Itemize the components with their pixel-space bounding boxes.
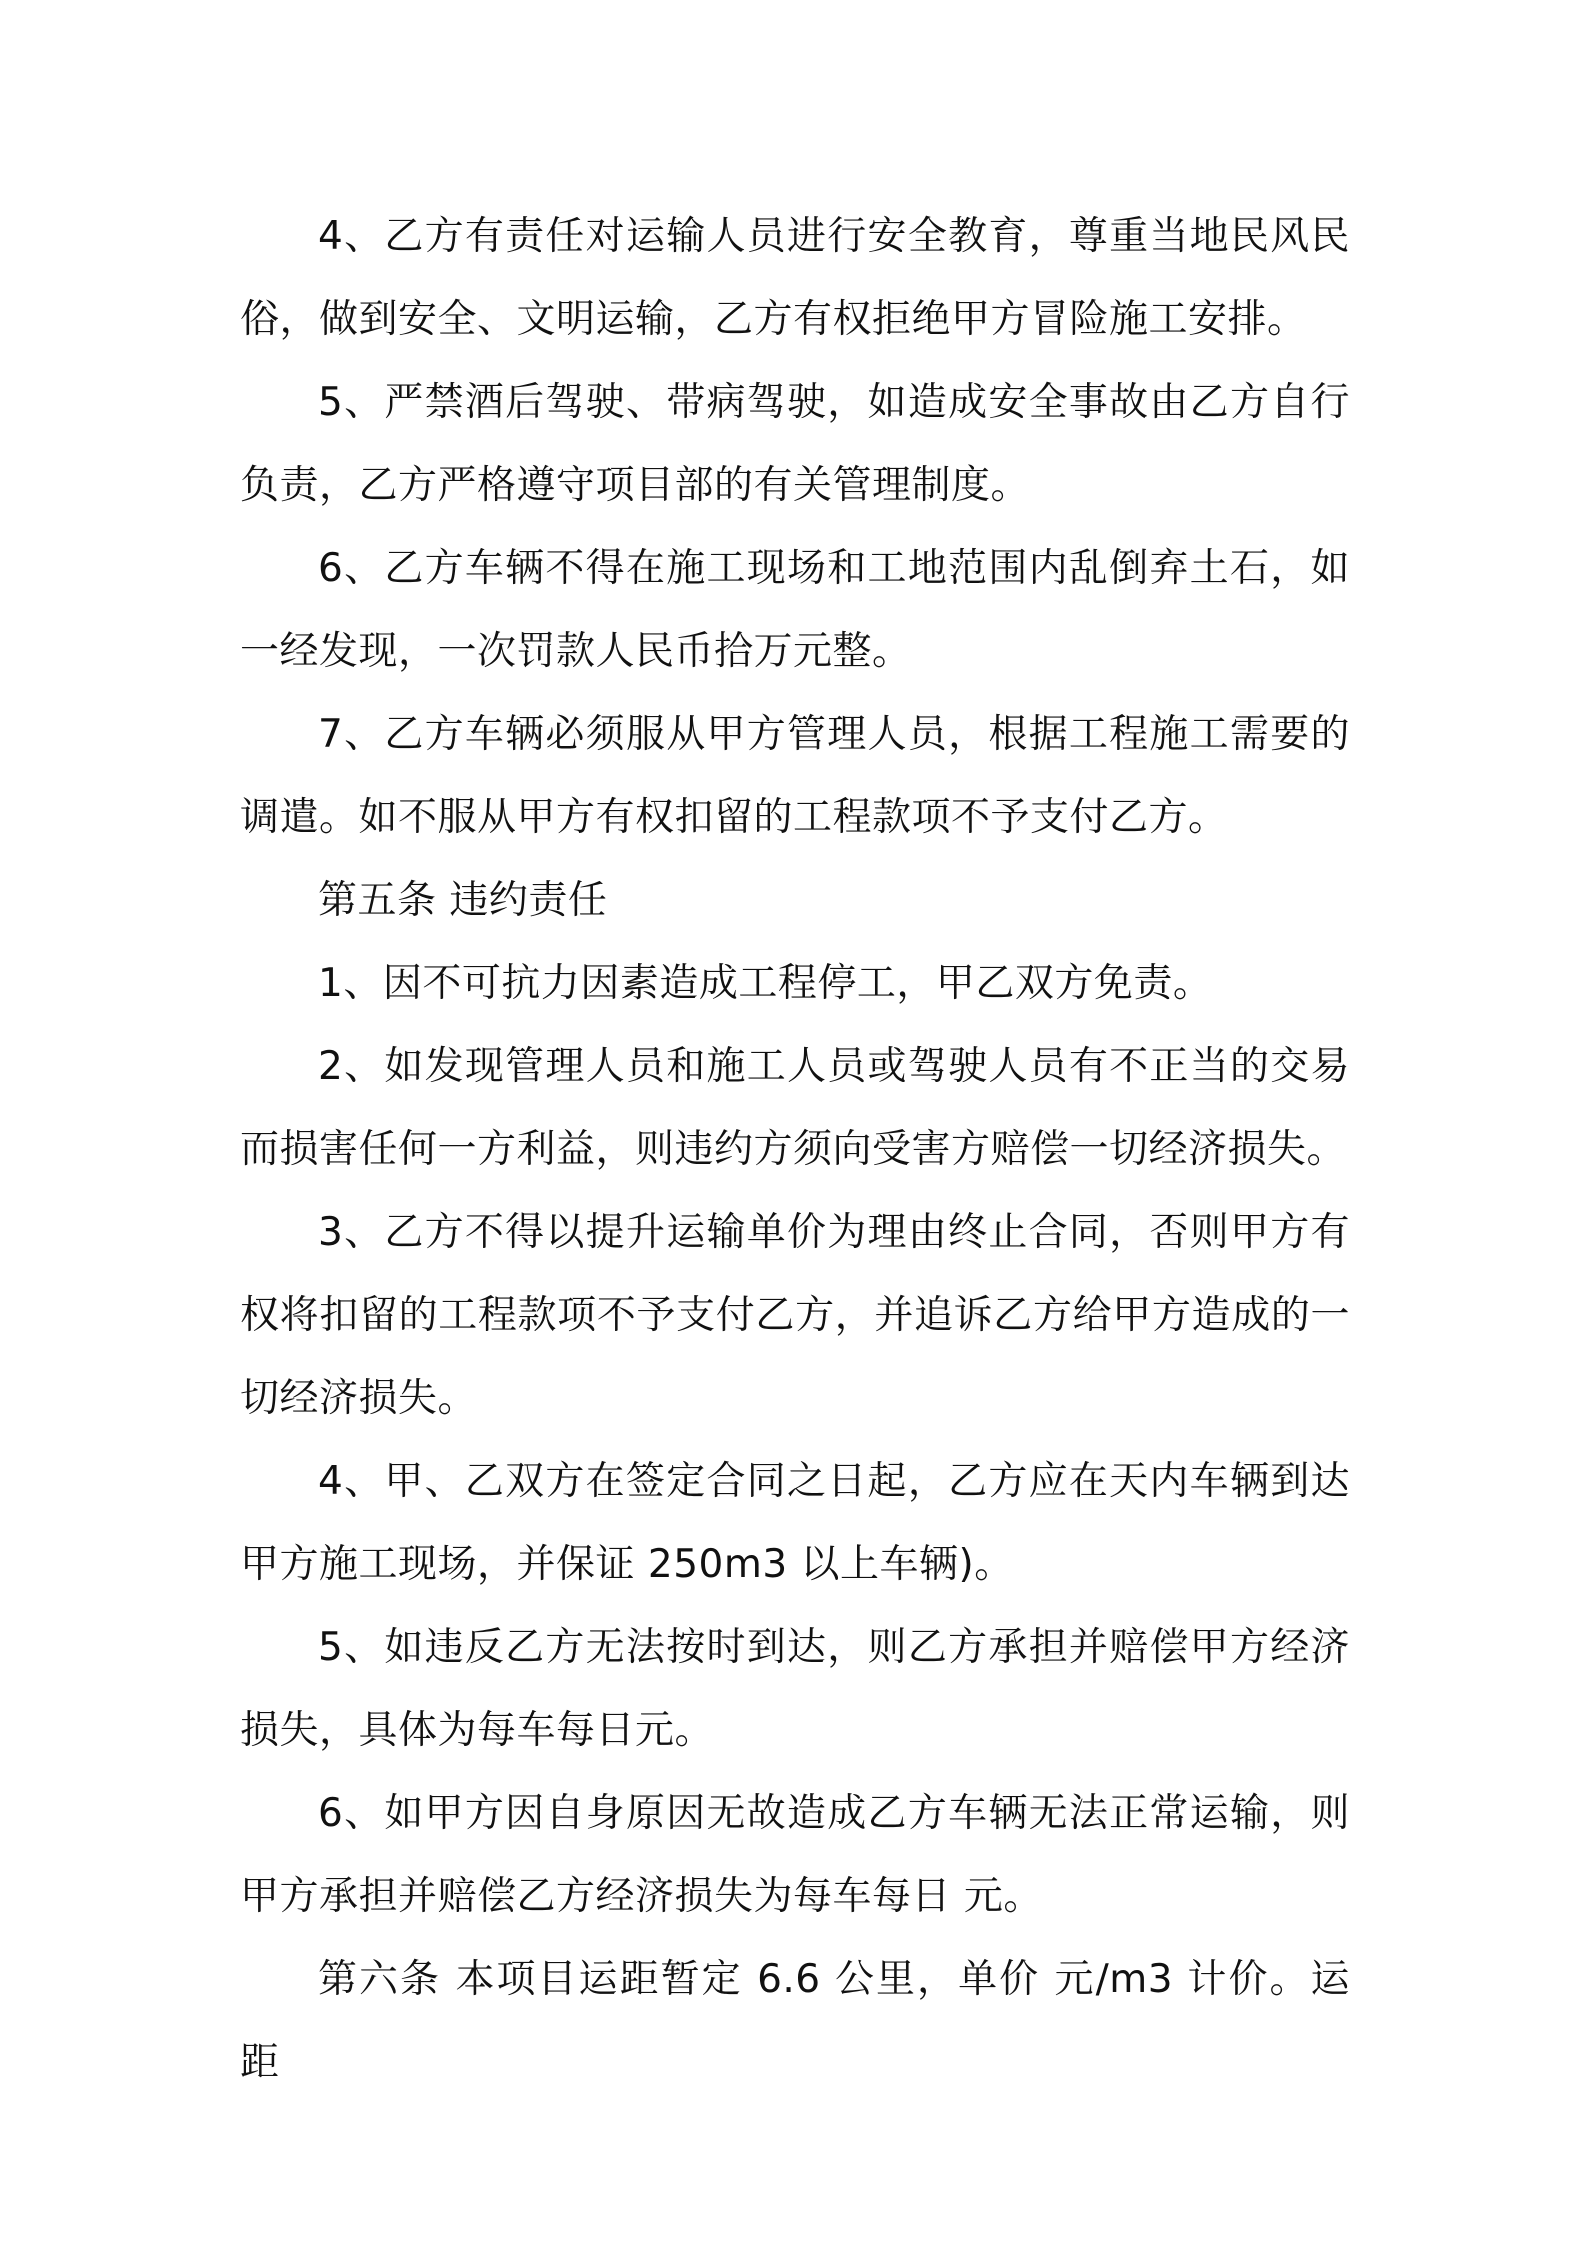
clause-5-no-drunk-driving: 5、严禁酒后驾驶、带病驾驶，如造成安全事故由乙方自行负责，乙方严格遵守项目部的有关管理制度。 [240,380,1350,508]
article-5-clause-1: 1、因不可抗力因素造成工程停工，甲乙双方免责。 [318,961,1213,1006]
clause-6-no-dumping: 6、乙方车辆不得在施工现场和工地范围内乱倒弃土石，如一经发现，一次罚款人民币拾万元整。 [240,546,1350,674]
article-5-clause-6: 6、如甲方因自身原因无故造成乙方车辆无法正常运输，则甲方承担并赔偿乙方经济损失为每车每日 元。 [240,1791,1350,1919]
article-5-heading: 第五条 违约责任 [318,878,608,923]
article-5-clause-3: 3、乙方不得以提升运输单价为理由终止合同，否则甲方有权将扣留的工程款项不予支付乙方，并追诉乙方给甲方造成的一切经济损失。 [240,1210,1350,1421]
article-5-clause-2: 2、如发现管理人员和施工人员或驾驶人员有不正当的交易而损害任何一方利益，则违约方须向受害方赔偿一切经济损失。 [240,1044,1350,1172]
contract-text-body [240,195,1350,2104]
clause-7-obey-management: 7、乙方车辆必须服从甲方管理人员，根据工程施工需要的调遣。如不服从甲方有权扣留的工程款项不予支付乙方。 [240,712,1350,840]
article-5-clause-5: 5、如违反乙方无法按时到达，则乙方承担并赔偿甲方经济损失，具体为每车每日元。 [240,1625,1350,1753]
article-6-paragraph: 第六条 本项目运距暂定 6.6 公里，单价 元/m3 计价。运距 [240,1957,1350,2085]
clause-4-safety-education: 4、乙方有责任对运输人员进行安全教育，尊重当地民风民俗，做到安全、文明运输，乙方有权拒绝甲方冒险施工安排。 [240,214,1350,342]
article-5-clause-4: 4、甲、乙双方在签定合同之日起，乙方应在天内车辆到达甲方施工现场，并保证 250m3 以上车辆)。 [240,1459,1350,1587]
